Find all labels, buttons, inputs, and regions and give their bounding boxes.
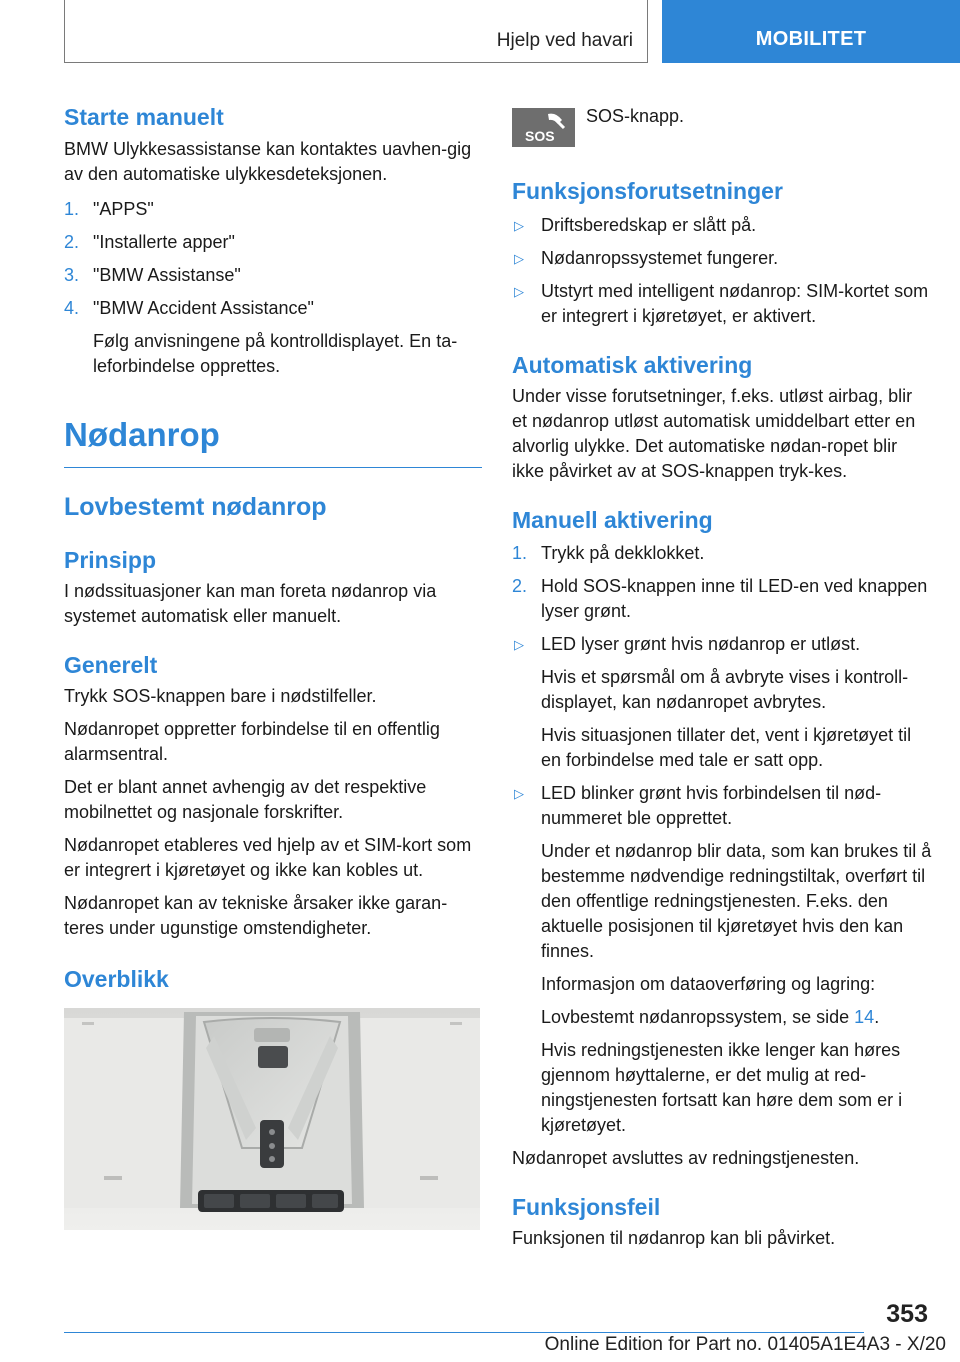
list-item-text: Driftsberedskap er slått på.: [541, 215, 757, 235]
crossref-text: Lovbestemt nødanropssystem, se side: [541, 1007, 855, 1027]
left-column: [64, 100, 482, 1230]
led1-note: Hvis situasjonen tillater det, vent i kjøretøyet til en forbindelse med tale er satt opp.: [541, 725, 912, 770]
generelt-paragraph: Nødanropet kan av tekniske årsaker ikke garan-teres under ugunstige omstendigheter.: [64, 893, 448, 938]
step-number: 1.: [512, 543, 528, 563]
list-item-text: LED blinker grønt hvis forbindelsen til nød-nummeret ble opprettet.: [541, 783, 882, 828]
footer-edition: Online Edition for Part no. 01405A1E4A3 - X/20: [544, 1334, 946, 1355]
overhead-console-photo: [64, 1008, 480, 1230]
step-text: Hold SOS-knappen inne til LED-en ved knappen lyser grønt.: [541, 576, 928, 621]
step-number: 2.: [512, 576, 528, 596]
bullet-triangle-icon: ▷: [514, 251, 524, 266]
led2-note: Under et nødanrop blir data, som kan brukes til å bestemme nødvendige redningstiltak, overført til den offentlige redningstjenesten. F.eks. den aktuelle posisjonen til kjøretøyet hvis den kan finnes.: [541, 841, 932, 961]
feil-text: Funksjonen til nødanrop kan bli påvirket.: [512, 1228, 836, 1248]
step-number: 3.: [64, 265, 80, 285]
page-link[interactable]: 14: [854, 1007, 875, 1027]
heading-funksjonsfeil: Funksjonsfeil: [512, 1194, 661, 1220]
generelt-paragraph: Trykk SOS-knappen bare i nødstilfeller.: [64, 686, 377, 706]
page-number: 353: [886, 1300, 928, 1328]
header-section-title: Hjelp ved havari: [496, 30, 633, 51]
step-text: "BMW Assistanse": [93, 265, 241, 285]
list-item-text: Nødanropssystemet fungerer.: [541, 248, 779, 268]
step-number: 1.: [64, 199, 80, 219]
sos-icon-text: SOS: [525, 128, 555, 144]
led1-note: Hvis et spørsmål om å avbryte vises i kontroll-displayet, kan nødanropet avbrytes.: [541, 667, 909, 712]
list-item-text: LED lyser grønt hvis nødanrop er utløst.: [541, 634, 861, 654]
bullet-triangle-icon: ▷: [514, 637, 524, 652]
step-text: "BMW Accident Assistance": [93, 298, 314, 318]
list-item: [512, 279, 932, 329]
steps-note: Følg anvisningene på kontrolldisplayet. En ta-leforbindelse opprettes.: [93, 331, 458, 376]
list-item: [64, 296, 482, 321]
heading-generelt: Generelt: [64, 652, 158, 678]
starte-text: BMW Ulykkesassistanse kan kontaktes uavhen-gig av den automatiske ulykkesdeteksjonen.: [64, 139, 472, 184]
manual-steps-list: [512, 541, 932, 1138]
list-item: [64, 263, 482, 288]
led2-note: Hvis redningstjenesten ikke lenger kan høres gjennom høyttalerne, er det mulig at red-ningstjenesten fortsatt kan høre dem som er i kjøretøyet.: [541, 1040, 903, 1135]
led2-note: Informasjon om dataoverføring og lagring:: [541, 974, 876, 994]
sos-caption: SOS-knapp.: [586, 106, 685, 126]
list-item: [512, 574, 932, 624]
heading-funksjonsforutsetninger: Funksjonsforutsetninger: [512, 178, 783, 204]
list-item: [512, 541, 932, 566]
step-number: 2.: [64, 232, 80, 252]
list-item: [512, 632, 932, 657]
generelt-paragraph: Nødanropet oppretter forbindelse til en offentlig alarmsentral.: [64, 719, 440, 764]
prinsipp-text: I nødssituasjoner kan man foreta nødanrop via systemet automatisk eller manuelt.: [64, 581, 437, 626]
generelt-paragraph: Det er blant annet avhengig av det respektive mobilnettet og nasjonale forskrifter.: [64, 777, 427, 822]
bullet-triangle-icon: ▷: [514, 218, 524, 233]
chapter-tab[interactable]: [662, 0, 960, 63]
bullet-triangle-icon: ▷: [514, 284, 524, 299]
section-title: Lovbestemt nødanrop: [64, 493, 327, 521]
crossref-end: .: [874, 1007, 880, 1027]
right-column: [512, 100, 932, 1251]
heading-manuell-aktivering: Manuell aktivering: [512, 507, 713, 533]
footer-divider: [64, 1332, 864, 1333]
list-item-text: Utstyrt med intelligent nødanrop: SIM-kortet som er integrert i kjøretøyet, er aktivert.: [541, 281, 929, 326]
led2-crossref: [512, 1005, 932, 1030]
list-item: [512, 246, 932, 271]
prerequisites-list: [512, 213, 932, 329]
console-illustration: [64, 1008, 480, 1230]
header-frame: [64, 0, 648, 63]
auto-text: Under visse forutsetninger, f.eks. utløst airbag, blir et nødanrop utløst automatisk umiddelbart etter en alvorlig ulykke. Det automatiske nødan-ropet blir ikke påvirket av at SOS-knappen tryk-kes.: [512, 386, 916, 481]
step-text: "Installerte apper": [93, 232, 235, 252]
chapter-tab-label: MOBILITET: [755, 28, 867, 50]
bullet-triangle-icon: ▷: [514, 786, 524, 801]
heading-prinsipp: Prinsipp: [64, 547, 157, 573]
generelt-paragraph: Nødanropet etableres ved hjelp av et SIM-kort som er integrert i kjøretøyet og ikke kan kobles ut.: [64, 835, 472, 880]
list-item: [64, 230, 482, 255]
heading-starte-manuelt: Starte manuelt: [64, 104, 224, 130]
step-number: 4.: [64, 298, 80, 318]
heading-automatisk-aktivering: Automatisk aktivering: [512, 352, 753, 378]
steps-list: [64, 197, 482, 379]
heading-overblikk: Overblikk: [64, 966, 169, 992]
list-item: [512, 781, 932, 831]
list-item: [64, 197, 482, 222]
step-text: "APPS": [93, 199, 154, 219]
step-text: Trykk på dekklokket.: [541, 543, 705, 563]
end-text: Nødanropet avsluttes av redningstjenesten.: [512, 1148, 860, 1168]
chapter-title: Nødanrop: [64, 415, 482, 468]
list-item: [512, 213, 932, 238]
